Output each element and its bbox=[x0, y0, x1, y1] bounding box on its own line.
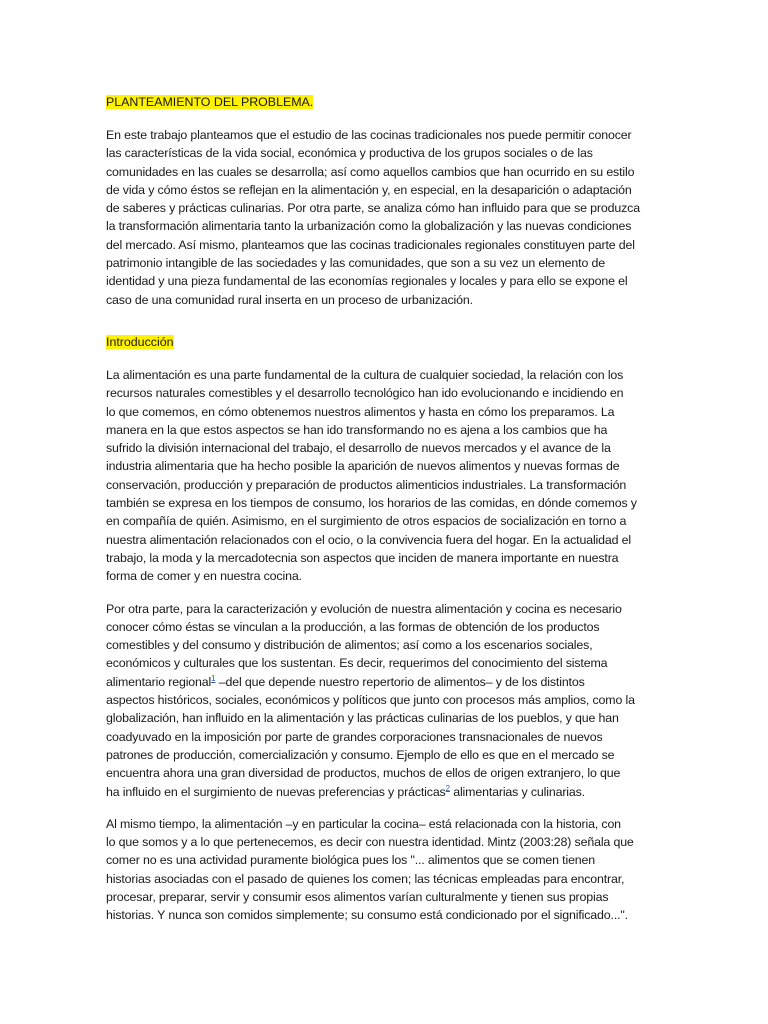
text-line: lo que somos y a lo que pertenecemos, es decir con nuestra identidad. Mintz (2003:28) señala que bbox=[106, 835, 634, 850]
text-line: historias. Y nunca son comidos simplemente; su consumo está condicionado por el significado...". bbox=[106, 908, 628, 923]
text-line: La alimentación es una parte fundamental de la cultura de cualquier sociedad, la relación con los bbox=[106, 367, 624, 382]
text-line: lo que comemos, en cómo obtenemos nuestros alimentos y hasta en cómo los preparamos. La bbox=[106, 404, 615, 419]
introduction-paragraph-2 bbox=[106, 600, 712, 801]
text-line: conservación, producción y preparación de productos alimenticios industriales. La transformación bbox=[106, 477, 627, 492]
text-line: comestibles y del consumo y distribución de alimentos; así como a los escenarios sociales, bbox=[106, 638, 593, 653]
text-line: patrones de producción, comercialización y consumo. Ejemplo de ello es que en el mercado se bbox=[106, 747, 615, 762]
introduction-paragraph-3 bbox=[106, 815, 712, 925]
text-line: Al mismo tiempo, la alimentación –y en particular la cocina– está relacionada con la historia, con bbox=[106, 816, 621, 831]
introduction-paragraph-1 bbox=[106, 366, 712, 586]
text-line: sufrido la división internacional del trabajo, el desarrollo de nuevos mercados y el avance de la bbox=[106, 441, 611, 456]
text-segment: alimentarias y culinarias. bbox=[449, 784, 585, 799]
text-line: de saberes y prácticas culinarias. Por otra parte, se analiza cómo han influido para que se produzca bbox=[106, 201, 640, 216]
text-line: del mercado. Así mismo, planteamos que las cocinas tradicionales regionales constituyen parte del bbox=[106, 237, 635, 252]
text-line: manera en la que estos aspectos se han ido transformando no es ajena a los cambios que ha bbox=[106, 422, 608, 437]
text-segment: ha influido en el surgimiento de nuevas preferencias y prácticas bbox=[106, 784, 446, 799]
footnote-link-1[interactable]: 1 bbox=[211, 673, 216, 683]
text-line: la transformación alimentaria tanto la urbanización como la globalización y las nuevas condiciones bbox=[106, 219, 632, 234]
text-line: comer no es una actividad puramente biológica pues los "... alimentos que se comen tienen bbox=[106, 853, 596, 868]
text-line: globalización, han influido en la alimentación y las prácticas culinarias de los pueblos, y que han bbox=[106, 711, 619, 726]
text-line: nuestra alimentación relacionados con el ocio, o la convivencia fuera del hogar. En la actualidad el bbox=[106, 532, 632, 547]
text-line: también se expresa en los tiempos de consumo, los horarios de las comidas, en dónde comemos y bbox=[106, 496, 637, 511]
text-line: En este trabajo planteamos que el estudio de las cocinas tradicionales nos puede permitir conocer bbox=[106, 128, 632, 142]
footnote-link-2[interactable]: 2 bbox=[445, 783, 450, 793]
text-line: coadyuvado en la imposición por parte de grandes corporaciones transnacionales de nuevos bbox=[106, 729, 603, 744]
text-line: industria alimentaria que ha hecho posible la aparición de nuevos alimentos y nuevas formas de bbox=[106, 459, 620, 474]
text-line: aspectos históricos, sociales, económicos y políticos que junto con procesos más amplios, como la bbox=[106, 693, 635, 708]
text-segment: alimentario regional bbox=[106, 674, 212, 689]
text-line: en compañía de quién. Asimismo, en el surgimiento de otros espacios de socialización en torno a bbox=[106, 514, 627, 529]
text-line: procesar, preparar, servir y consumir esos alimentos varían culturalmente y tienen sus propias bbox=[106, 889, 609, 904]
text-line: patrimonio intangible de las sociedades y las comunidades, que son a su vez un elemento de bbox=[106, 256, 605, 271]
text-line-with-footnote bbox=[106, 783, 712, 801]
text-line: forma de comer y en nuestra cocina. bbox=[106, 569, 302, 584]
text-line: identidad y una pieza fundamental de las economías regionales y locales y para ello se expone el bbox=[106, 274, 628, 289]
text-line: comunidades en las cuales se desarrolla; así como aquellos cambios que han ocurrido en su estilo bbox=[106, 164, 635, 179]
introduction-heading: Introducción bbox=[106, 334, 174, 349]
text-line: económicos y culturales que los sustentan. Es decir, requerimos del conocimiento del sistema bbox=[106, 656, 608, 671]
text-segment: –del que depende nuestro repertorio de alimentos– y de los distintos bbox=[215, 674, 585, 689]
text-line: caso de una comunidad rural inserta en un proceso de urbanización. bbox=[106, 292, 473, 307]
text-line: encuentra ahora una gran diversidad de productos, muchos de ellos de origen extranjero, lo que bbox=[106, 766, 621, 781]
text-line-with-footnote bbox=[106, 673, 712, 691]
text-line: de vida y cómo éstos se reflejan en la alimentación y, en especial, en la desaparición o adaptación bbox=[106, 182, 632, 197]
text-line: historias asociadas con el pasado de quienes los comen; las técnicas empleadas para encontrar, bbox=[106, 871, 625, 886]
problem-statement-heading: PLANTEAMIENTO DEL PROBLEMA. bbox=[106, 95, 314, 109]
problem-statement-paragraph bbox=[106, 126, 712, 309]
text-line: conocer cómo éstas se vinculan a la producción, a las formas de obtención de los productos bbox=[106, 619, 600, 634]
text-line: recursos naturales comestibles y el desarrollo tecnológico han ido evolucionando e incidiendo en bbox=[106, 386, 624, 401]
text-line: trabajo, la moda y la mercadotecnia son aspectos que inciden de manera importante en nuestra bbox=[106, 550, 619, 565]
text-line: Por otra parte, para la caracterización y evolución de nuestra alimentación y cocina es necesario bbox=[106, 601, 622, 616]
text-line: las características de la vida social, económica y productiva de los grupos sociales o de las bbox=[106, 146, 593, 161]
